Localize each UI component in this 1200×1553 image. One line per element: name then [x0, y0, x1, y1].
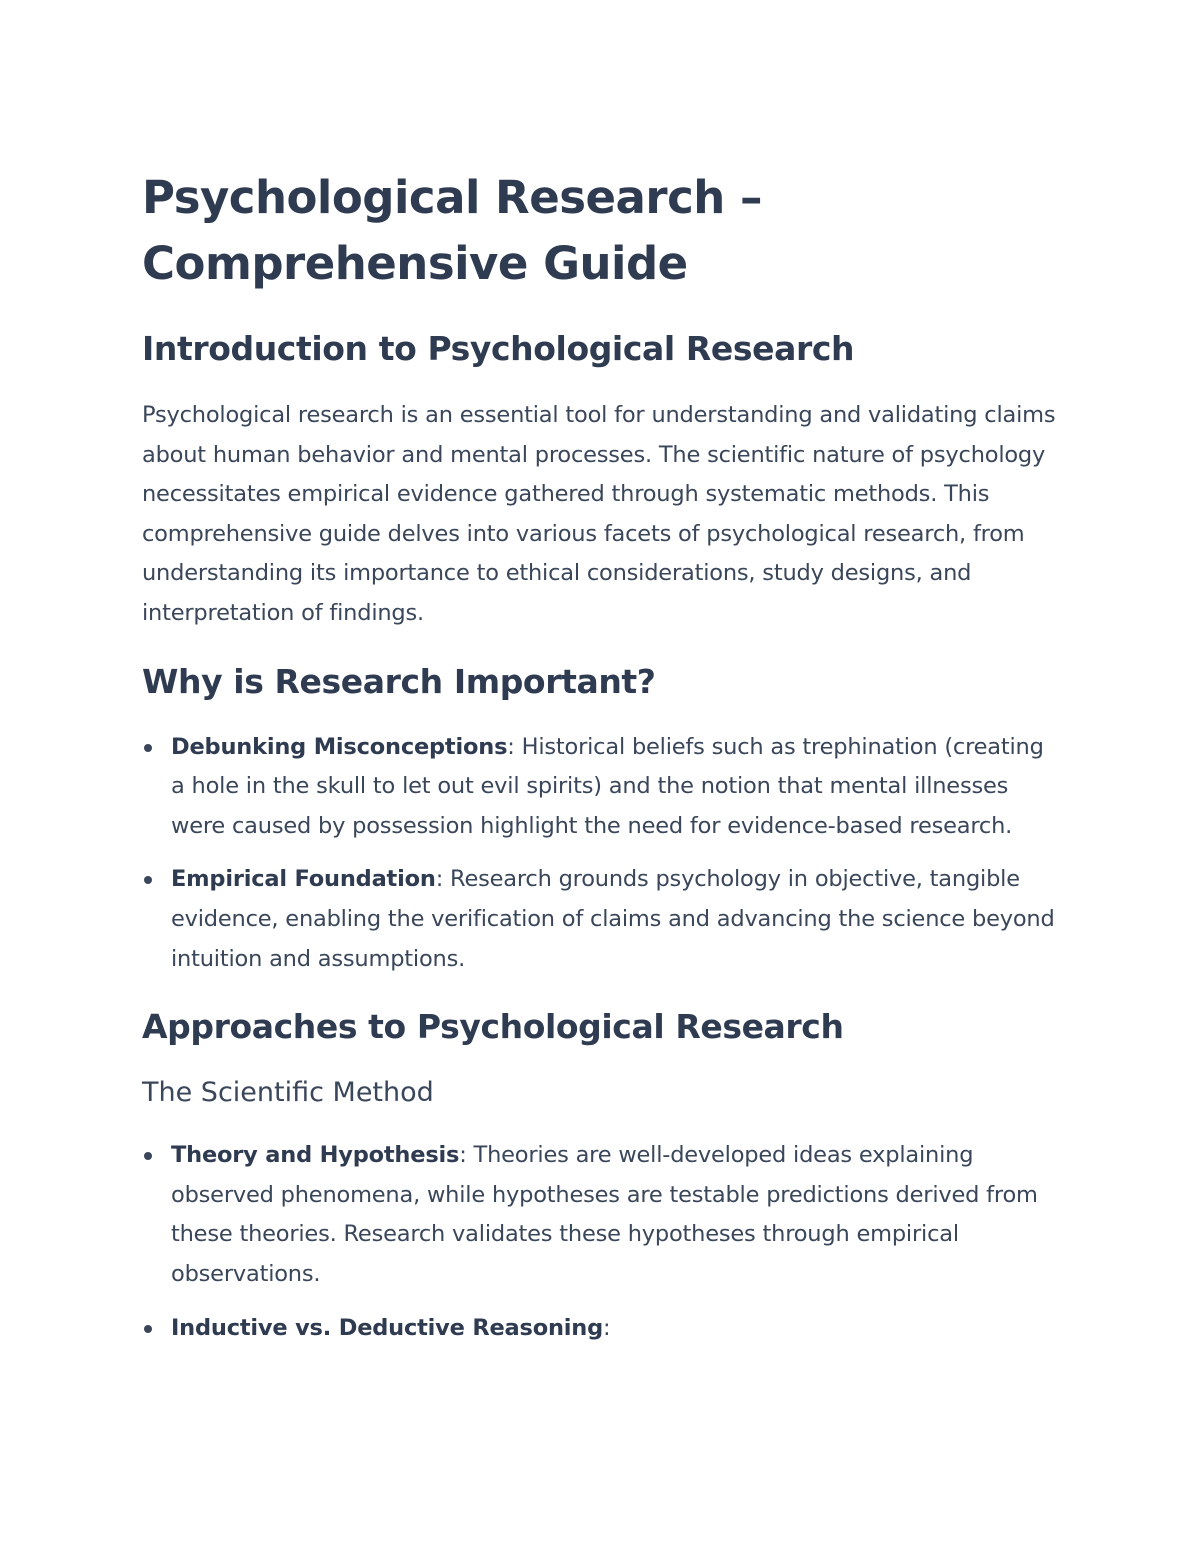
list-item-term: Debunking Misconceptions [171, 733, 508, 760]
list-item-text: : Research grounds psychology in objective, tangible evidence, enabling the verification of claims and advancing the science beyond intuition and assumptions. [171, 866, 1055, 972]
list-item [142, 860, 1060, 979]
approaches-heading: Approaches to Psychological Research [142, 1007, 844, 1047]
bullet-icon [144, 1152, 152, 1160]
introduction-heading: Introduction to Psychological Research [142, 329, 855, 368]
page-title: Psychological Research – Comprehensive Guide [142, 171, 762, 290]
list-item-text: : Historical beliefs such as trephination (creating a hole in the skull to let out evil spirits) and the notion that mental illnesses were caused by possession highlight the need for evidence-based research. [171, 733, 1044, 839]
list-item-term: Theory and Hypothesis [171, 1142, 460, 1169]
list-item-term: Inductive vs. Deductive Reasoning [171, 1314, 604, 1341]
introduction-paragraph: Psychological research is an essential tool for understanding and validating claims about human behavior and mental processes. The scientific nature of psychology necessitates empirical evidence gathered through systematic methods. This comprehensive guide delves into various facets of psychological research, from understanding its importance to ethical considerations, study designs, and interpretation of findings. [142, 402, 1056, 626]
list-item-text: : Theories are well-developed ideas explaining observed phenomena, while hypotheses are testable predictions derived from these theories. Research validates these hypotheses through empirical observations. [171, 1142, 1038, 1287]
list-item [142, 728, 1060, 847]
scientific-method-subheading: The Scientific Method [142, 1077, 434, 1109]
why-research-heading: Why is Research Important? [142, 661, 656, 701]
list-item-text: : [603, 1314, 611, 1341]
list-item [142, 1136, 1060, 1294]
bullet-icon [144, 744, 152, 752]
scientific-method-list [142, 1136, 1060, 1348]
list-item-term: Empirical Foundation [171, 866, 436, 893]
list-item [142, 1309, 1060, 1349]
bullet-icon [144, 1325, 152, 1333]
why-research-list [142, 728, 1060, 980]
bullet-icon [144, 876, 152, 884]
